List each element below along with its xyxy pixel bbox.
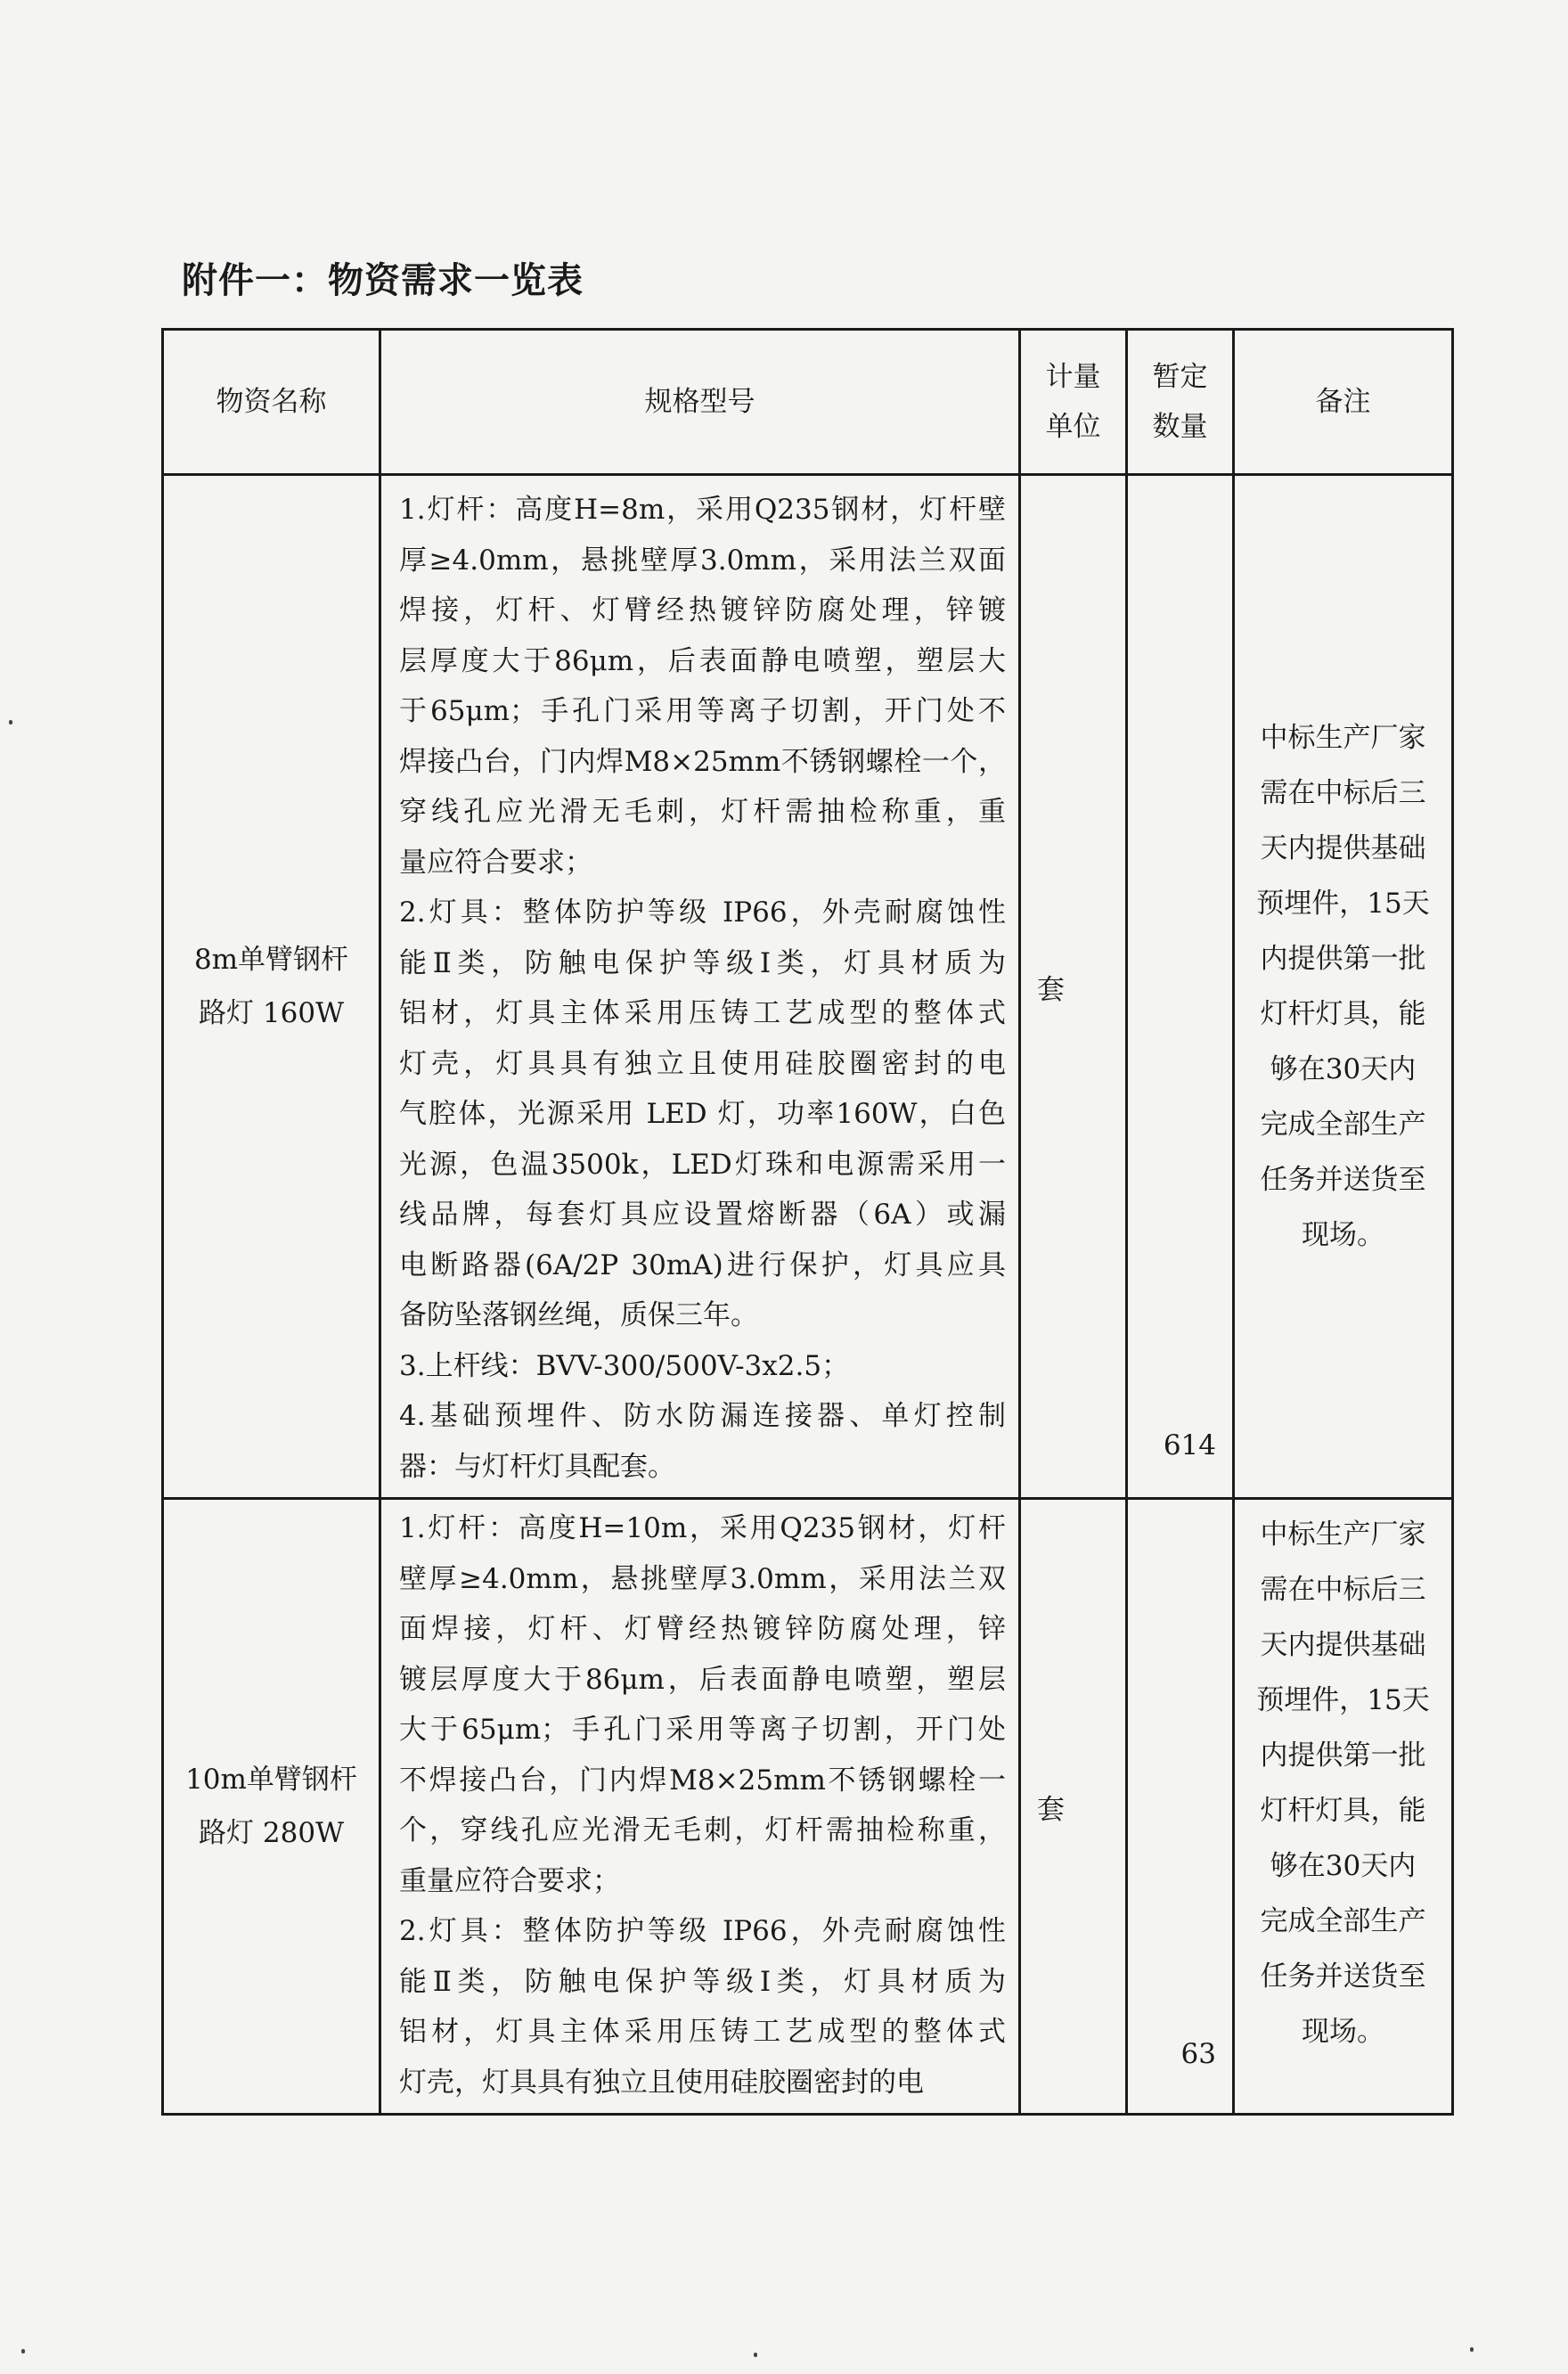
- spec-line: 2.灯具：整体防护等级 IP66，外壳耐腐蚀性: [399, 1915, 1006, 1947]
- header-qty-line1: 暂定: [1152, 361, 1208, 393]
- spec-line: 铝材，灯具主体采用压铸工艺成型的整体式: [399, 2016, 1006, 2048]
- spec-line: 器：与灯杆灯具配套。: [399, 1450, 675, 1483]
- remark-line: 完成全部生产: [1260, 1109, 1426, 1141]
- specification-text: [381, 1500, 1018, 2113]
- spec-line: 于65μm；手孔门采用等离子切割，开门处不: [399, 695, 1006, 727]
- remark-line: 够在30天内: [1270, 1850, 1417, 1882]
- spec-line: 重量应符合要求；: [399, 1864, 620, 1897]
- spec-line: 4.基础预埋件、防水防漏连接器、单灯控制: [399, 1400, 1006, 1432]
- remark-line: 够在30天内: [1270, 1053, 1417, 1085]
- remarks-cell: [1234, 475, 1453, 1499]
- unit-cell: 套: [1020, 1499, 1127, 2115]
- remark-line: 中标生产厂家: [1260, 722, 1426, 754]
- scan-speck: [1470, 2347, 1474, 2352]
- specification-text: [381, 476, 1018, 1497]
- quantity-value: 614: [1163, 1429, 1216, 1461]
- spec-line: 备防坠落钢丝绳，质保三年。: [399, 1299, 758, 1331]
- page-title: 附件一：物资需求一览表: [182, 260, 584, 301]
- spec-line: 气腔体，光源采用 LED 灯，功率160W，白色: [399, 1098, 1006, 1130]
- spec-line: 灯壳，灯具具有独立且使用硅胶圈密封的电: [399, 1047, 1006, 1080]
- remark-line: 现场。: [1302, 1219, 1384, 1251]
- spec-line: 3.上杆线：BVV-300/500V-3x2.5；: [399, 1349, 850, 1382]
- header-material-name: 物资名称: [163, 330, 380, 475]
- unit-cell: 套: [1020, 475, 1127, 1499]
- scan-speck: [21, 2349, 25, 2354]
- remark-line: 任务并送货至: [1260, 1164, 1426, 1196]
- remark-line: 预埋件，15天: [1256, 888, 1430, 920]
- header-unit: [1020, 330, 1127, 475]
- spec-line: 电断路器(6A/2P 30mA)进行保护，灯具应具: [399, 1248, 1006, 1281]
- spec-line: 不焊接凸台，门内焊M8×25mm不锈钢螺栓一: [399, 1764, 1006, 1797]
- table-row: [163, 475, 1453, 1499]
- remark-line: 灯杆灯具，能: [1260, 1795, 1426, 1827]
- spec-line: 层厚度大于86μm，后表面静电喷塑，塑层大: [399, 644, 1006, 677]
- material-name-line: 路灯 160W: [199, 997, 344, 1029]
- remark-line: 中标生产厂家: [1260, 1519, 1426, 1551]
- quantity-cell: [1127, 475, 1234, 1499]
- remark-line: 完成全部生产: [1260, 1905, 1426, 1937]
- table-row: [163, 1499, 1453, 2115]
- header-unit-line2: 单位: [1045, 411, 1101, 443]
- remark-line: 天内提供基础: [1260, 832, 1426, 864]
- remark-line: 预埋件，15天: [1256, 1684, 1430, 1716]
- spec-line: 焊接凸台，门内焊M8×25mm不锈钢螺栓一个，: [399, 745, 1006, 778]
- material-name-line: 8m单臂钢杆: [193, 944, 349, 976]
- scan-speck: [754, 2353, 757, 2357]
- remark-line: 需在中标后三: [1260, 1574, 1426, 1606]
- remarks-cell: [1234, 1499, 1453, 2115]
- spec-line: 壁厚≥4.0mm，悬挑壁厚3.0mm，采用法兰双: [399, 1562, 1006, 1595]
- spec-line: 能Ⅱ类，防触电保护等级Ⅰ类，灯具材质为: [399, 1965, 1006, 1998]
- material-name-cell: [163, 1499, 380, 2115]
- remark-line: 天内提供基础: [1260, 1629, 1426, 1661]
- spec-line: 1.灯杆：高度H=10m，采用Q235钢材，灯杆: [399, 1512, 1006, 1544]
- remark-line: 需在中标后三: [1260, 777, 1426, 809]
- specification-cell: [380, 475, 1020, 1499]
- spec-line: 线品牌，每套灯具应设置熔断器（6A）或漏: [399, 1199, 1006, 1231]
- table-header-row: [163, 330, 1453, 475]
- remark-line: 内提供第一批: [1260, 1740, 1426, 1772]
- quantity-value: 63: [1180, 2038, 1216, 2070]
- spec-line: 1.灯杆：高度H=8m，采用Q235钢材，灯杆壁: [399, 494, 1006, 526]
- spec-line: 光源，色温3500k，LED灯珠和电源需采用一: [399, 1148, 1006, 1181]
- material-name-line: 路灯 280W: [199, 1817, 344, 1849]
- scan-speck: [9, 720, 12, 724]
- spec-line: 面焊接，灯杆、灯臂经热镀锌防腐处理，锌: [399, 1613, 1006, 1645]
- remark-line: 现场。: [1302, 2016, 1384, 2048]
- spec-line: 厚≥4.0mm，悬挑壁厚3.0mm，采用法兰双面: [399, 544, 1006, 577]
- spec-line: 2.灯具：整体防护等级 IP66，外壳耐腐蚀性: [399, 896, 1006, 929]
- remark-line: 任务并送货至: [1260, 1961, 1426, 1993]
- spec-line: 量应符合要求；: [399, 846, 592, 879]
- material-name-line: 10m单臂钢杆: [185, 1764, 357, 1796]
- spec-line: 穿线孔应光滑无毛刺，灯杆需抽检称重，重: [399, 796, 1006, 828]
- spec-line: 灯壳，灯具具有独立且使用硅胶圈密封的电: [399, 2066, 924, 2099]
- material-requirements-table: [161, 328, 1454, 2116]
- header-remarks: 备注: [1234, 330, 1453, 475]
- spec-line: 镀层厚度大于86μm，后表面静电喷塑，塑层: [399, 1663, 1006, 1696]
- quantity-cell: [1127, 1499, 1234, 2115]
- header-qty-line2: 数量: [1152, 411, 1208, 443]
- header-unit-line1: 计量: [1045, 361, 1101, 393]
- remark-line: 灯杆灯具，能: [1260, 998, 1426, 1030]
- header-specification: 规格型号: [380, 330, 1020, 475]
- material-name-cell: [163, 475, 380, 1499]
- spec-line: 个，穿线孔应光滑无毛刺，灯杆需抽检称重，: [399, 1814, 1006, 1846]
- spec-line: 焊接，灯杆、灯臂经热镀锌防腐处理，锌镀: [399, 594, 1006, 626]
- spec-line: 铝材，灯具主体采用压铸工艺成型的整体式: [399, 997, 1006, 1029]
- header-quantity: [1127, 330, 1234, 475]
- specification-cell: [380, 1499, 1020, 2115]
- spec-line: 能Ⅱ类，防触电保护等级Ⅰ类，灯具材质为: [399, 946, 1006, 979]
- spec-line: 大于65μm；手孔门采用等离子切割，开门处: [399, 1714, 1006, 1746]
- remark-line: 内提供第一批: [1260, 943, 1426, 975]
